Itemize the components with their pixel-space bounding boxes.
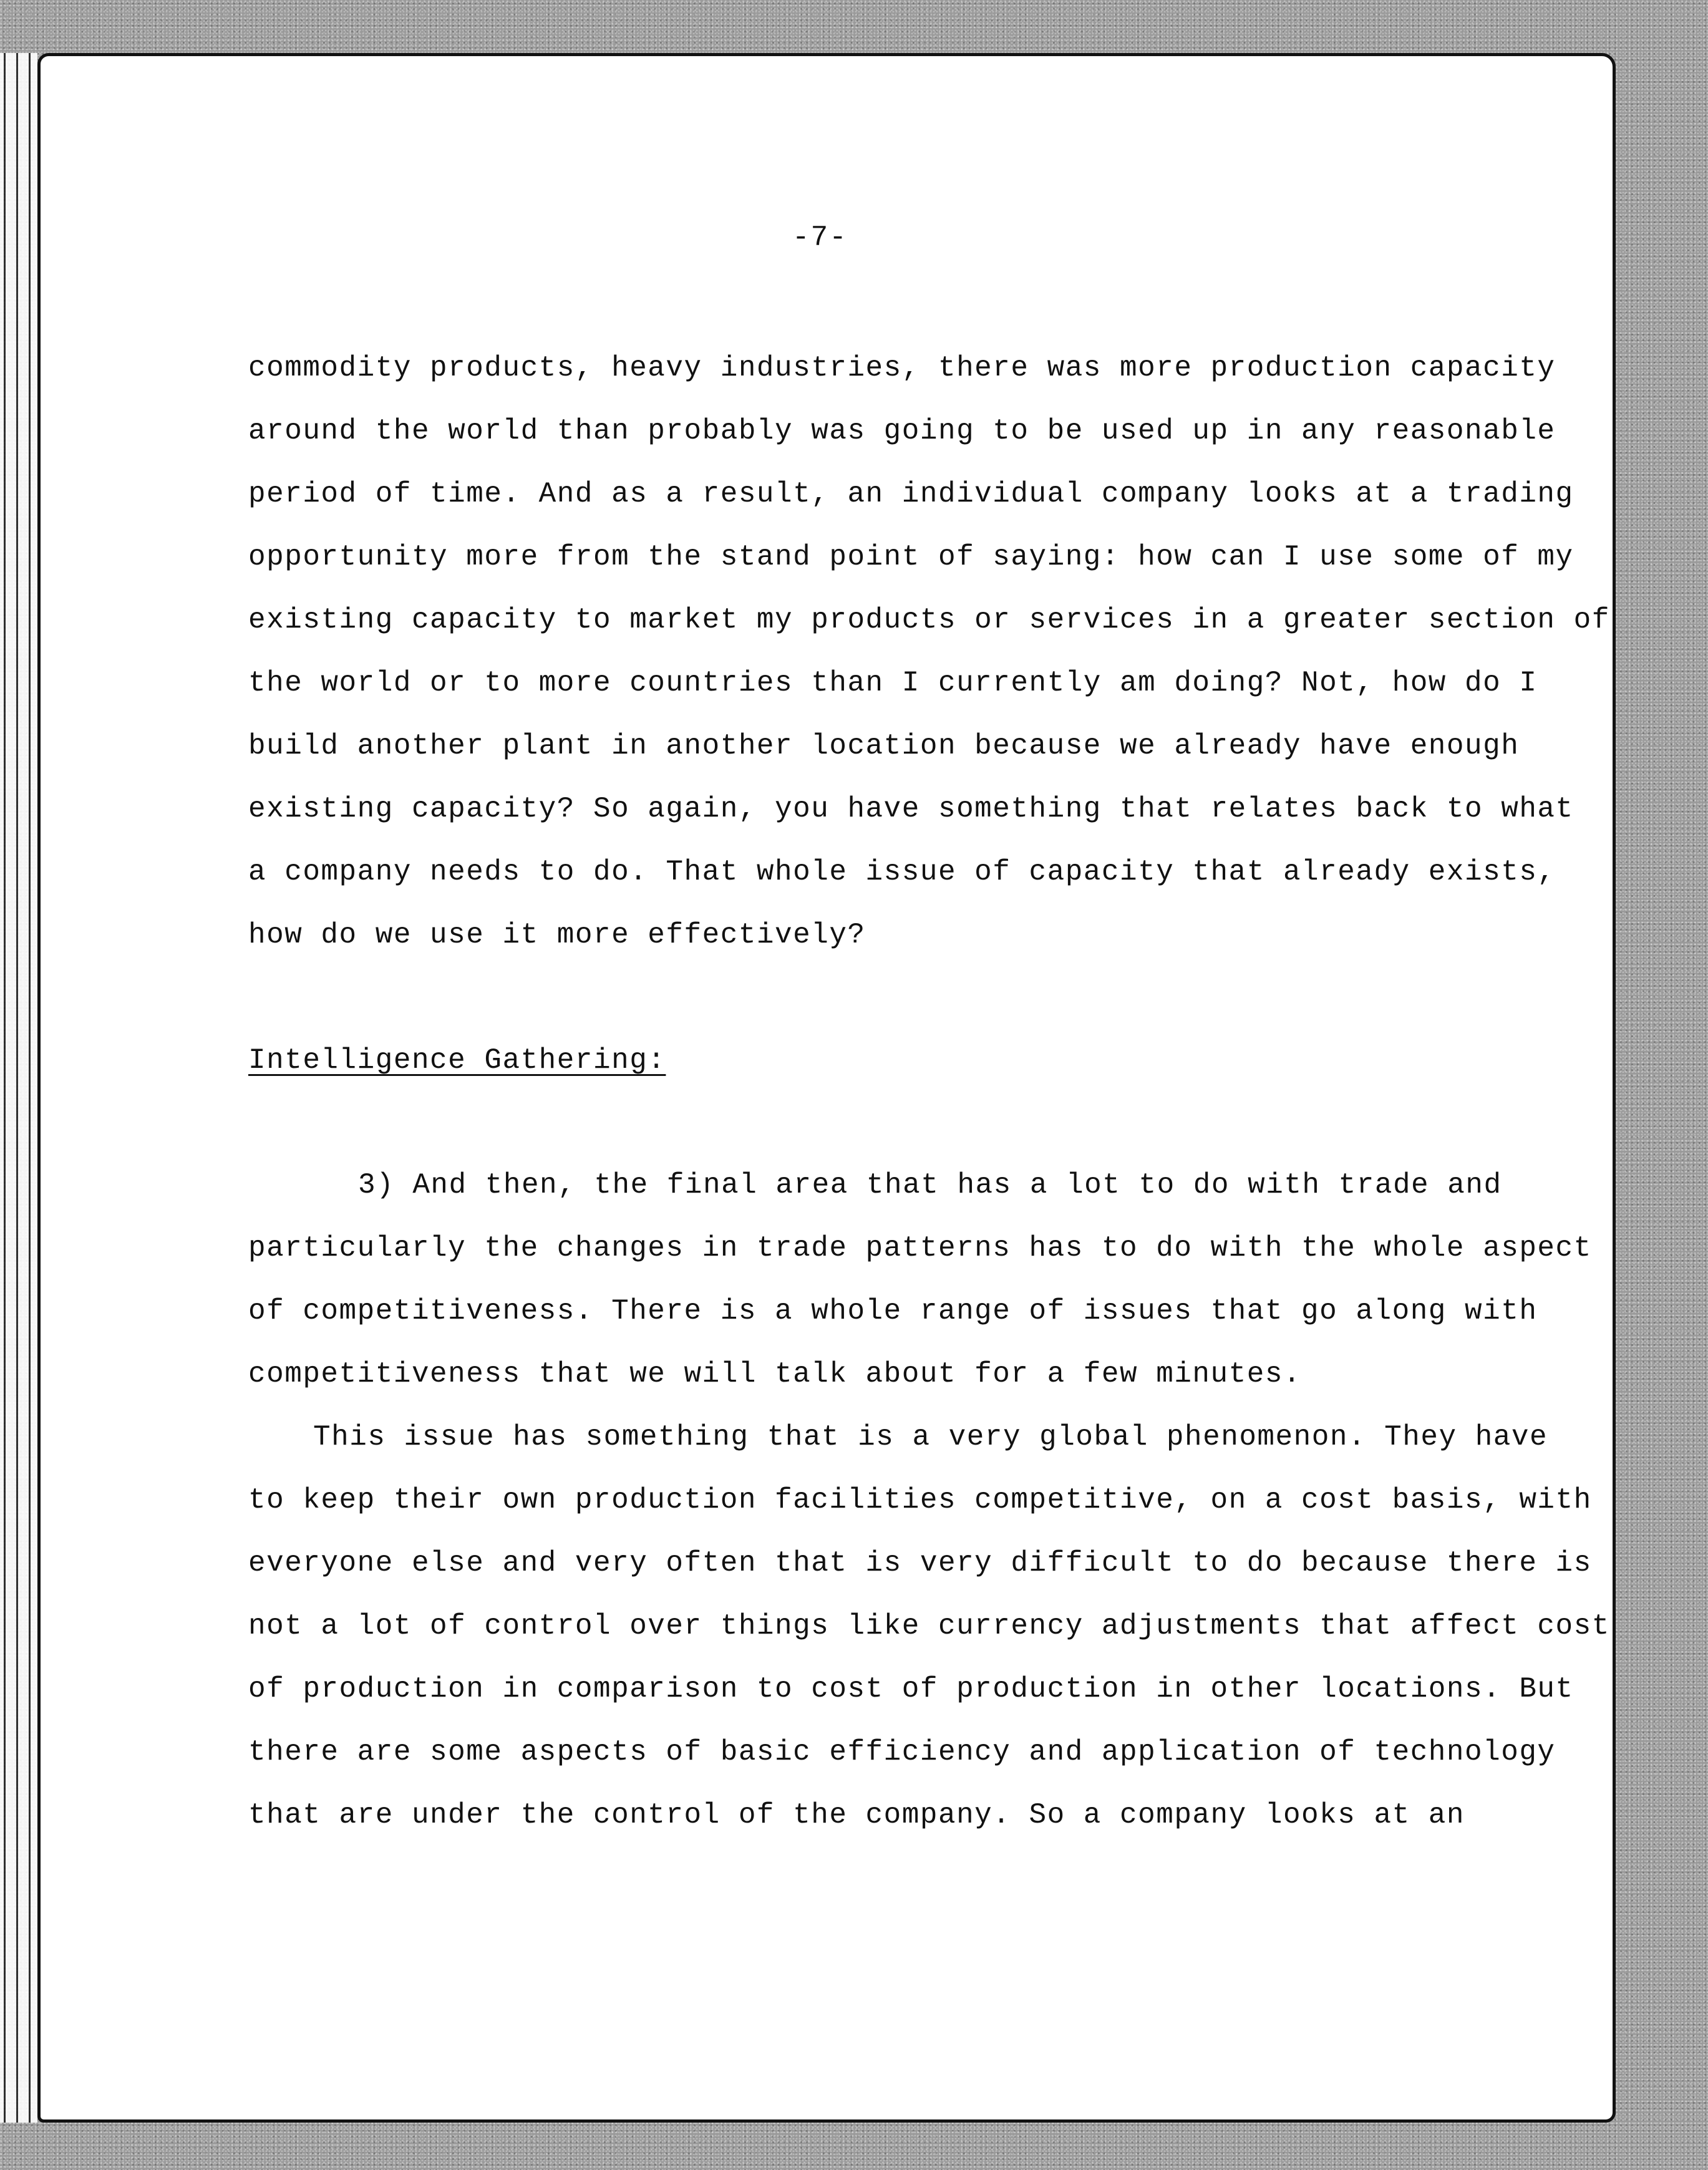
- text-line: commodity products, heavy industries, there was more production capacity: [248, 352, 1556, 384]
- text-line: to keep their own production facilities competitive, on a cost basis, with: [248, 1484, 1592, 1516]
- text-line: of production in comparison to cost of production in other locations. But: [248, 1673, 1574, 1705]
- text-line: around the world than probably was going to be used up in any reasonable: [248, 415, 1556, 447]
- paragraph-capacity: [248, 337, 1610, 967]
- text-line: existing capacity? So again, you have something that relates back to what: [248, 793, 1574, 825]
- section-heading: Intelligence Gathering:: [248, 1044, 666, 1077]
- text-line: 3) And then, the final area that has a lot to do with trade and: [358, 1169, 1502, 1201]
- paragraph-global-phenomenon: [248, 1406, 1610, 1847]
- text-line: particularly the changes in trade patterns has to do with the whole aspect: [248, 1232, 1592, 1264]
- paragraph-competitiveness: [248, 1154, 1592, 1406]
- text-line: This issue has something that is a very global phenomenon. They have: [313, 1421, 1548, 1453]
- text-line: there are some aspects of basic efficiency and application of technology: [248, 1736, 1556, 1768]
- text-line: of competitiveness. There is a whole range of issues that go along with: [248, 1295, 1538, 1327]
- text-line: everyone else and very often that is very difficult to do because there is: [248, 1547, 1592, 1579]
- text-line: build another plant in another location because we already have enough: [248, 730, 1520, 762]
- text-line: existing capacity to market my products or services in a greater section of: [248, 604, 1610, 636]
- text-line: that are under the control of the company. So a company looks at an: [248, 1799, 1465, 1831]
- text-line: opportunity more from the stand point of saying: how can I use some of my: [248, 541, 1574, 573]
- text-line: how do we use it more effectively?: [248, 919, 866, 951]
- text-line: a company needs to do. That whole issue of capacity that already exists,: [248, 856, 1556, 888]
- text-line: not a lot of control over things like currency adjustments that affect cost: [248, 1610, 1610, 1642]
- page-number: -7-: [792, 221, 848, 254]
- text-line: competitiveness that we will talk about for a few minutes.: [248, 1358, 1302, 1390]
- text-line: the world or to more countries than I currently am doing? Not, how do I: [248, 667, 1538, 699]
- binding-edge: [0, 53, 37, 2123]
- text-line: period of time. And as a result, an individual company looks at a trading: [248, 478, 1574, 510]
